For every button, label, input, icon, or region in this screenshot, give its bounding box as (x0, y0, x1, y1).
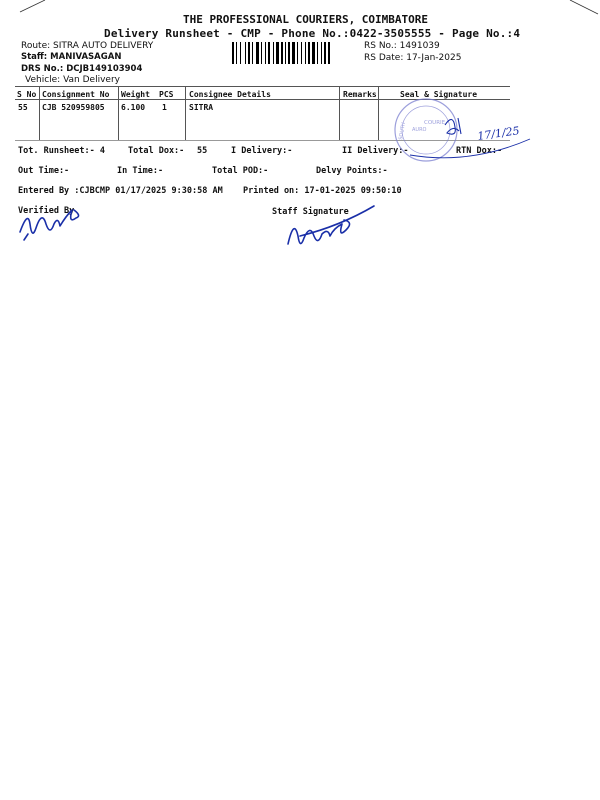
staff-label: Staff: MANIVASAGAN (21, 52, 122, 62)
rtn-dox-label: RTN Dox:- (456, 146, 503, 156)
barcode-bar (236, 42, 237, 64)
col-header-consignee: Consignee Details (189, 90, 271, 99)
barcode-bar (265, 42, 266, 64)
rs-date: RS Date: 17-Jan-2025 (364, 53, 462, 63)
barcode-bar (276, 42, 279, 64)
barcode-bar (324, 42, 326, 64)
delvy-points-label: Delvy Points:- (316, 166, 388, 176)
barcode-bar (297, 42, 298, 64)
total-dox-value: 55 (197, 146, 208, 156)
barcode-bar (305, 42, 306, 64)
route-label: Route: SITRA AUTO DELIVERY (21, 41, 154, 51)
company-title: THE PROFESSIONAL COURIERS, COIMBATORE (183, 13, 429, 26)
verified-by-label: Verified By (18, 206, 75, 216)
printed-on: Printed on: 17-01-2025 09:50:10 (243, 186, 402, 196)
tot-runsheet: Tot. Runsheet:- 4 (18, 146, 105, 156)
barcode-bar (256, 42, 259, 64)
barcode-bar (252, 42, 253, 64)
staff-signature-label: Staff Signature (272, 207, 349, 217)
col-header-remarks: Remarks (343, 90, 377, 99)
barcode-bar (288, 42, 290, 64)
ii-delivery-label: II Delivery:- (342, 146, 409, 156)
cell-consignee: SITRA (189, 103, 214, 112)
col-header-weight: Weight (121, 90, 150, 99)
seal-handwriting (445, 118, 461, 134)
out-time-label: Out Time:- (18, 166, 70, 176)
barcode-bar (232, 42, 234, 64)
cell-weight: 6.100 (121, 103, 146, 112)
barcode-bar (268, 42, 270, 64)
barcode-bar (281, 42, 283, 64)
total-dox-label: Total Dox:- (128, 146, 185, 156)
barcode-bar (328, 42, 330, 64)
handwritten-date: 17/1/25 (476, 124, 521, 143)
in-time-label: In Time:- (117, 166, 164, 176)
barcode-bar (285, 42, 286, 64)
barcode-image (232, 42, 356, 64)
barcode-bar (245, 42, 246, 64)
col-header-seal: Seal & Signature (400, 90, 478, 99)
cell-sno: 55 (18, 103, 28, 112)
cell-pcs: 1 (162, 103, 167, 112)
col-header-pcs: PCS (159, 90, 174, 99)
barcode-bar (261, 42, 262, 64)
col-header-consignment: Consignment No (42, 90, 110, 99)
barcode-bar (273, 42, 274, 64)
barcode-bar (317, 42, 318, 64)
cell-consignment: CJB 520959805 (42, 103, 105, 112)
entered-by: Entered By :CJBCMP 01/17/2025 9:30:58 AM (18, 186, 223, 196)
barcode-bar (312, 42, 315, 64)
col-header-sno: S No (17, 90, 37, 99)
barcode-bar (308, 42, 310, 64)
barcode-bar (248, 42, 250, 64)
runsheet-subtitle: Delivery Runsheet - CMP - Phone No.:0422-3505555 - Page No.:4 (104, 27, 521, 40)
barcode-bar (321, 42, 322, 64)
vehicle-label: Vehicle: Van Delivery (25, 75, 120, 85)
rs-number: RS No.: 1491039 (364, 41, 440, 51)
barcode-bar (292, 42, 295, 64)
barcode-bar (301, 42, 302, 64)
i-delivery-label: I Delivery:- (231, 146, 293, 156)
total-pod-label: Total POD:- (212, 166, 269, 176)
drs-label: DRS No.: DCJB149103904 (21, 64, 143, 74)
svg-text:SOUTH: SOUTH (398, 121, 408, 141)
svg-text:AURO: AURO (412, 127, 427, 133)
svg-text:COURIE: COURIE (424, 120, 446, 126)
barcode-bar (240, 42, 241, 64)
